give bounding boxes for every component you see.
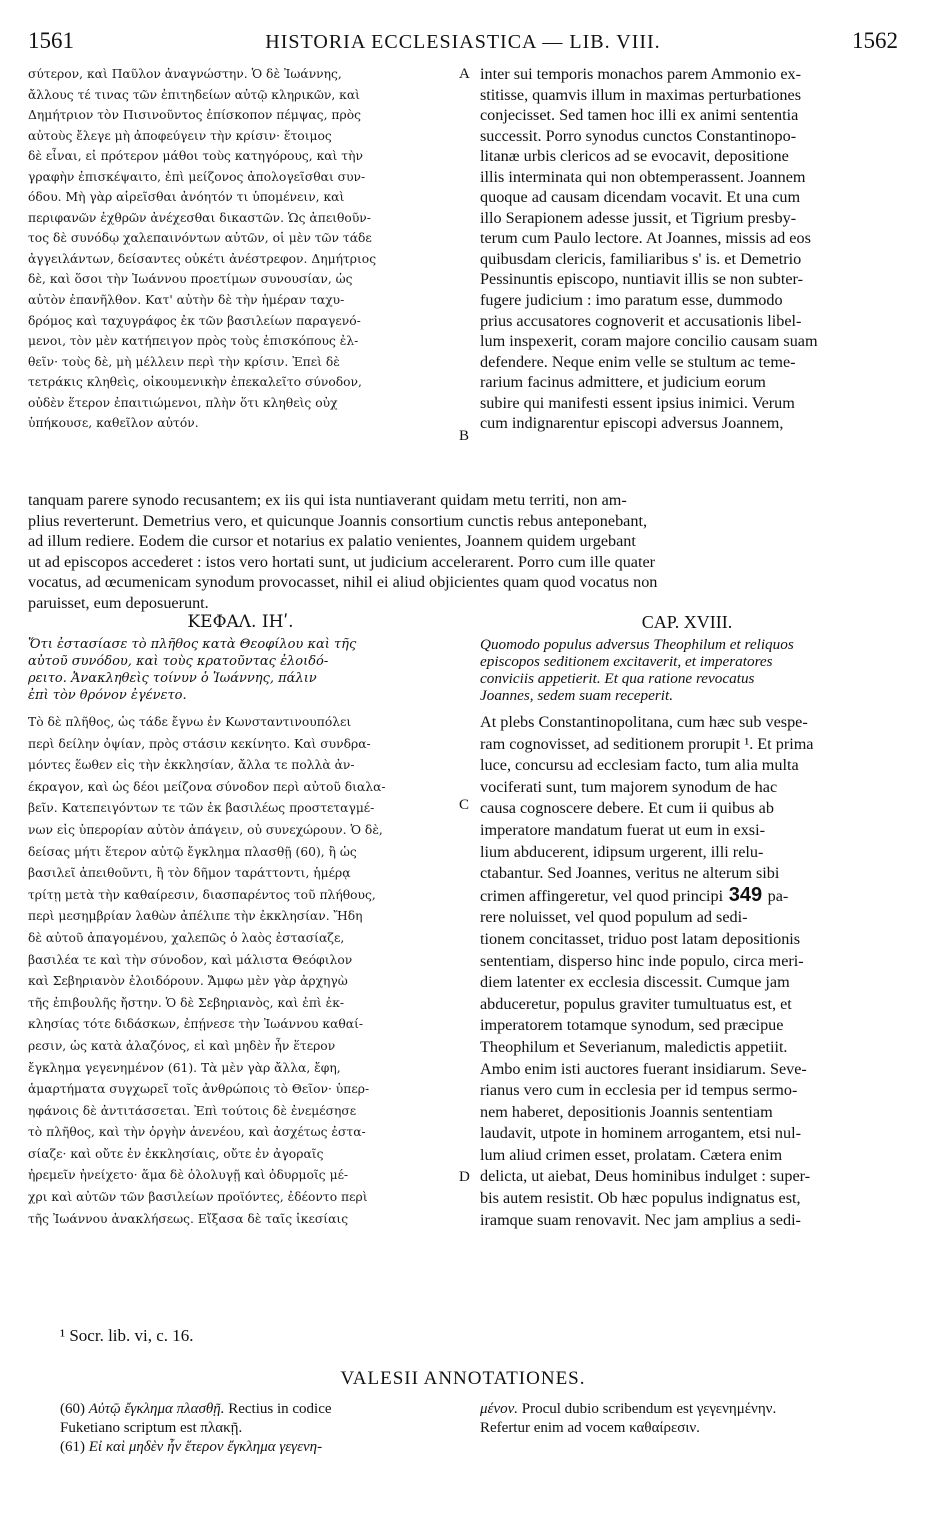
text-line: τῆς ἐπιβουλῆς ἤστην. Ὁ δὲ Σεβηριανὸς, καὶ ἐπὶ ἐκ-: [28, 995, 345, 1010]
text-line: successit. Porro synodus cunctos Constantinopo-: [480, 126, 797, 145]
text-line: terum cum Paulo lectore. At Joannes, missis ad eos: [480, 229, 811, 248]
margin-marker-d: D: [459, 1169, 470, 1185]
text-line: illo Serapionem adesse jussit, et Tigrium presby-: [480, 208, 797, 227]
text-line: θεῖν· τοὺς δὲ, μὴ μέλλειν περὶ τὴν κρίσιν. Ἐπεὶ δὲ: [28, 354, 340, 369]
text-line: έκραγον, καὶ ὡς δέοι μείζονα σύνοδον περὶ αὐτοῦ διαλα-: [28, 779, 386, 794]
text-line: βασιλέα τε καὶ τὴν σύνοδον, καὶ μάλιστα Θεόφιλον: [28, 952, 353, 967]
chapter-summary-greek: [28, 636, 453, 704]
text-line: μενοι, τὸν μὲν κατήπειγον πρὸς τοὺς ἐπισκόπους ἐλ-: [28, 334, 359, 349]
annotation-greek: Αὐτῷ ἔγκλημα πλασθῇ.: [88, 1401, 225, 1417]
text-line: περιφανῶν ἐχθρῶν ἀνέχεσθαι δικαστῶν. Ὡς ἀπειθοῦν-: [28, 210, 371, 225]
text-line: δείσας μήτι ἕτερον αὐτῷ ἔγκλημα πλασθῇ (60), ἢ ὡς: [28, 844, 357, 859]
margin-marker-b: B: [459, 428, 470, 444]
greek-column-top: [28, 64, 453, 434]
summary-line: Ὅτι ἐστασίασε τὸ πλῆθος κατὰ Θεοφίλου καὶ τῆς: [28, 637, 357, 652]
text-line: βεῖν. Κατεπειγόντων τε τῶν ἐκ βασιλέως προστεταγμέ-: [28, 801, 375, 816]
annotation-text: Rectius in codice: [224, 1401, 332, 1417]
margin-marker-c: C: [459, 797, 470, 813]
chapter-summary-latin: [480, 636, 894, 704]
text-line: σύτερον, καὶ Παῦλον ἀναγνώστην. Ὁ δὲ Ἰωάννης,: [28, 67, 342, 81]
text-line: sententiam, disperso hinc inde populo, circa meri-: [480, 951, 804, 970]
text-line: inter sui temporis monachos parem Ammonio ex-: [480, 65, 801, 83]
annotation-greek: μένον.: [480, 1401, 519, 1417]
text-line: δὲ αὐτοῦ ἀπαγομένου, χαλεπῶς ὁ λαὸς ἐστασίαζε,: [28, 930, 345, 945]
text-line: νων εἰς ὑπερορίαν αὐτὸν ἀπάγειν, οὐ συνεχώρουν. Ὁ δὲ,: [28, 822, 383, 837]
running-title: HISTORIA ECCLESIASTICA — LIB. VIII.: [265, 31, 661, 53]
text-line: αὐτοὺς ἔλεγε μὴ ἀποφεύγειν τὴν κρίσιν· ἕτοιμος: [28, 128, 332, 143]
annotation-text: Fuketiano scriptum est πλακῇ.: [60, 1420, 243, 1436]
text-line: ἠρεμεῖν ἠνείχετο· ἅμα δὲ ὀλολυγῇ καὶ ὀδυρμοῖς μέ-: [28, 1168, 349, 1183]
text-line: όδου. Μὴ γὰρ αἱρεῖσθαι ἀνόητόν τι ὑπομένειν, καὶ: [28, 190, 345, 205]
annotation-line: [60, 1438, 460, 1457]
annotations-right: [480, 1400, 894, 1438]
text-line: ἄλλους τέ τινας τῶν ἐπιτηδείων αὐτῷ κληρικῶν, καὶ: [28, 87, 360, 102]
summary-line: episcopos seditionem excitaverit, et imperatores: [480, 653, 773, 670]
text-line: σίαζε· καὶ οὔτε ἐν ἐκκλησίαις, οὔτε ἐν ἀγοραῖς: [28, 1146, 324, 1161]
text-line: lum aliud crimen esset, prolatam. Cætera enim: [480, 1145, 783, 1164]
text-line: lum inspexerit, coram majore concilio causam suam: [480, 332, 818, 351]
annotation-line: [480, 1419, 894, 1438]
text-line: crimen affingeretur, vel quod principi 349 pa-: [480, 884, 789, 906]
text-line: litanæ urbis clericos ad se evocavit, depositione: [480, 147, 789, 166]
text-line: quoque ad causam dicendam vocavit. Et una cum: [480, 188, 801, 207]
text-line: stitisse, quamvis illum in maximas perturbationes: [480, 85, 802, 104]
annotation-text: Procul dubio scribendum est γεγενημένην.: [518, 1401, 777, 1417]
right-page-number: 1562: [852, 28, 898, 53]
text-line: tionem concitasset, triduo post latam depositionis: [480, 929, 801, 948]
text-line: nem haberet, depositionis Joannis sententiam: [480, 1102, 773, 1121]
annotations-left: [60, 1400, 460, 1457]
text-line: τῆς Ἰωάννου ἀνακλήσεως. Εἴξασα δὲ ταῖς ἱκεσίαις: [28, 1211, 349, 1226]
text-line: ρεσιν, ὡς κατὰ ἀλαζόνος, εἰ καὶ μηδὲν ἦν ἕτερον: [28, 1038, 336, 1053]
text-line: Ambo enim isti auctores fuerant insidiarum. Seve-: [480, 1059, 807, 1078]
latin-column-bottom: [480, 712, 894, 1231]
summary-line: Quomodo populus adversus Theophilum et reliquos: [480, 636, 794, 653]
text-line: μόντες ἕωθεν εἰς τὴν ἐκκλησίαν, ἄλλα τε πολλὰ ἀν-: [28, 758, 355, 773]
text-line: rarium facinus admittere, et judicium eorum: [480, 373, 766, 392]
latin-column-top: [480, 64, 894, 434]
text-line: ὑπήκουσε, καθεῖλον αὐτόν.: [28, 416, 199, 431]
footnote: ¹ Socr. lib. vi, c. 16.: [60, 1326, 194, 1345]
text-line: paruisset, eum deposuerunt.: [28, 593, 209, 612]
text-line: δὲ, καὶ ὅσοι τὴν Ἰωάννου προετίμων συνουσίαν, ὡς: [28, 272, 353, 287]
text-line: Τὸ δὲ πλῆθος, ὡς τάδε ἔγνω ἐν Κωνσταντινουπόλει: [28, 715, 352, 729]
annotation-line: [60, 1419, 460, 1438]
text-line: rere noluisset, vel quod populum ad sedi-: [480, 908, 748, 927]
text-line: ηφάνοις δὲ ἀντιτάσσεται. Ἐπὶ τούτοις δὲ ἐνεμέσησε: [28, 1103, 357, 1118]
text-line: diem latenter ex ecclesia discessit. Cumque jam: [480, 973, 790, 992]
annotation-number: (60): [60, 1401, 89, 1417]
text-line: περὶ μεσημβρίαν λαθὼν ἀπέλιπε τὴν ἐκκλησίαν. Ἤδη: [28, 909, 363, 924]
text-fragment: pa-: [767, 886, 789, 905]
text-line: δὲ εἶναι, εἰ πρότερον μάθοι τοὺς κατηγόρους, καὶ τὴν: [28, 149, 363, 164]
latin-full-width: [28, 490, 894, 613]
text-line: βασιλεῖ ἀπειθοῦντι, ἢ τὸν δῆμον ταράττοντι, ἡμέρᾳ: [28, 866, 351, 881]
text-line: fugere judicium : imo paratum esse, dummodo: [480, 291, 783, 310]
text-line: laudavit, utpote in hominem arrogantem, etsi nul-: [480, 1124, 801, 1143]
text-line: γραφὴν ἐπισκέψαιτο, ἐπὶ μείζονος ἀπολογεῖσθαι συν-: [28, 169, 366, 184]
text-line: τὸ πλῆθος, καὶ τὴν ὀργὴν ἀνενέου, καὶ ἀσχέτως ἐστα-: [28, 1125, 366, 1140]
text-line: vociferati sunt, tum majorem synodum de hac: [480, 777, 778, 796]
annotations-title: VALESII ANNOTATIONES.: [340, 1368, 586, 1389]
text-line: οὐδὲν ἕτερον ἐπαιτιώμενοι, πλὴν ὅτι κληθεὶς οὐχ: [28, 395, 338, 410]
text-line: ut ad episcopos accederet : istos vero hortati sunt, ut judicium accelerarent. Porro cum ille quater: [28, 552, 656, 571]
text-line: ctabantur. Sed Joannes, veritus ne alterum sibi: [480, 864, 780, 883]
annotation-line: [60, 1400, 460, 1419]
annotation-greek: Εἰ καὶ μηδὲν ἦν ἕτερον ἔγκλημα γεγενη-: [88, 1439, 323, 1455]
summary-line: Joannes, sedem suam receperit.: [480, 687, 674, 704]
text-line: ad illum rediere. Eodem die cursor et notarius ex palatio venientes, Joannem quidem urgebant: [28, 532, 636, 551]
text-line: illis interminata qui non obtemperassent. Joannem: [480, 167, 806, 186]
text-line: Δημήτριον τὸν Πισινοῦντος ἐπίσκοπον πέμψας, πρὸς: [28, 108, 361, 123]
text-line: plius reverterunt. Demetrius vero, et quicunque Joannis consortium cunctis rebus anteponebant,: [28, 511, 648, 530]
text-line: lium abducerent, idipsum urgerent, illi relu-: [480, 842, 764, 861]
annotation-number: (61): [60, 1439, 89, 1455]
text-line: κλησίας τότε διδάσκων, ἐπῄνεσε τὴν Ἰωάννου καθαί-: [28, 1017, 364, 1032]
text-line: causa cognoscere debere. Et cum ii quibus ab: [480, 799, 774, 818]
text-line: subire qui manifesti essent ipsius inimici. Verum: [480, 393, 795, 412]
chapter-heading-latin: CAP. XVIII.: [641, 612, 733, 632]
text-line: ram cognovisset, ad seditionem prorupit ¹. Et prima: [480, 734, 814, 753]
text-line: defendere. Neque enim velle se stultum ac teme-: [480, 352, 796, 371]
text-line: δρόμος καὶ ταχυγράφος ἐκ τῶν βασιλείων παραγενό-: [28, 313, 361, 328]
text-line: περὶ δείλην ὀψίαν, πρὸς στάσιν κεκίνητο. Καὶ συνδρα-: [28, 736, 371, 751]
text-line: χρι καὶ αὐτῶν τῶν βασιλείων προϊόντες, ἐδέοντο περὶ: [28, 1190, 368, 1205]
text-line: Pessinuntis episcopo, nuntiavit illis se non subter-: [480, 270, 803, 289]
text-line: abduceretur, populus graviter tumultuatus est, et: [480, 994, 792, 1013]
text-line: τος δὲ συνόδῳ χαλεπαινόντων αὐτῶν, οἱ μὲν τῶν τάδε: [28, 231, 372, 246]
text-line: prius accusatores cognoverit et accusationis libel-: [480, 311, 802, 330]
summary-line: ρειτο. Ἀνακληθεὶς τοίνυν ὁ Ἰωάννης, πάλιν: [28, 671, 317, 686]
text-line: ἁμαρτήματα συγχωρεῖ τοῖς ἀνθρώποις τὸ Θεῖον· ὑπερ-: [28, 1082, 370, 1097]
text-line: tanquam parere synodo recusantem; ex iis qui ista nuntiaverant quidam metu territi, non am-: [28, 491, 627, 509]
page-header: [28, 28, 898, 58]
text-line: quibusdam clericis, familiaribus s' is. et Demetrio: [480, 249, 802, 268]
text-line: iramque suam renovavit. Nec jam amplius a sedi-: [480, 1210, 801, 1229]
text-line: rianus vero cum in ecclesia per id tempus sermo-: [480, 1081, 798, 1100]
text-line: cum indignarentur episcopi adversus Joannem,: [480, 414, 784, 433]
text-line: vocatus, ad œcumenicam synodum provocasset, nihil ei aliud objicientes quam quod vocatus non: [28, 573, 658, 592]
summary-line: ἐπὶ τὸν θρόνον ἐγένετο.: [28, 688, 187, 703]
text-line: Theophilum et Severianum, maledictis appetiit.: [480, 1037, 788, 1056]
summary-line: conviciis appetierit. Et qua ratione revocatus: [480, 670, 755, 687]
text-line: At plebs Constantinopolitana, cum hæc sub vespe-: [480, 713, 808, 731]
chapter-heading-greek: ΚΕΦΑΛ. ΙΗʹ.: [187, 612, 294, 632]
text-line: ἀγγειλάντων, δείσαντες οὐκέτι ἀνέστρεφον. Δημήτριος: [28, 251, 377, 266]
annotation-line: [480, 1400, 894, 1419]
text-line: bis autem resistit. Ob hæc populus indignatus est,: [480, 1189, 801, 1208]
text-line: luce, concursu ad ecclesiam facto, tum alia multa: [480, 756, 799, 775]
text-line: τρίτῃ μετὰ τὴν καθαίρεσιν, διασπαρέντος τοῦ πλήθους,: [28, 887, 376, 902]
text-line: αὐτὸν ἐπανῆλθον. Κατ' αὐτὴν δὲ τὴν ἡμέραν ταχυ-: [28, 293, 345, 308]
margin-marker-a: A: [459, 66, 470, 82]
annotation-text: Refertur enim ad vocem καθαίρεσιν.: [480, 1420, 700, 1436]
text-line: imperatorem totamque synodum, sed præcipue: [480, 1016, 784, 1035]
text-line: καὶ Σεβηριανὸν ἐλοιδόρουν. Ἄμφω μὲν γὰρ ἀρχηγὼ: [28, 974, 348, 989]
greek-column-bottom: [28, 712, 453, 1230]
text-line: τετράκις κληθεὶς, οἰκουμενικὴν ἐπεκαλεῖτο σύνοδον,: [28, 375, 362, 390]
text-line: ἔγκλημα γεγενημένον (61). Τὰ μὲν γὰρ ἄλλα, ἔφη,: [28, 1060, 341, 1075]
text-line: delicta, ut aiebat, Deus hominibus indulget : super-: [480, 1167, 811, 1186]
summary-line: αὐτοῦ συνόδου, καὶ τοὺς κρατοῦντας ἐλοιδό-: [28, 654, 329, 669]
text-line: imperatore mandatum fuerat ut eum in exsi-: [480, 820, 765, 839]
left-page-number: 1561: [28, 28, 74, 53]
inline-page-number: 349: [723, 884, 768, 906]
text-line: conjecisset. Sed tamen hoc illi ex animi sententia: [480, 106, 799, 125]
